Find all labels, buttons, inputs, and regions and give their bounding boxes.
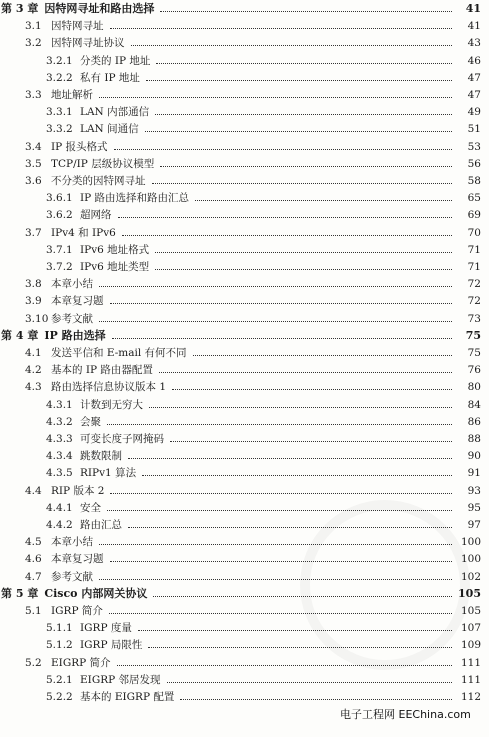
toc-entry-page: 75	[465, 328, 481, 342]
toc-entry-page: 53	[467, 140, 481, 153]
toc-entry-title: 安全	[80, 501, 101, 514]
toc-row-section	[0, 655, 489, 671]
toc-entry-number: 3.2.1	[46, 54, 73, 67]
toc-entry-page: 111	[460, 673, 481, 686]
toc-entry-page: 72	[467, 278, 481, 291]
toc-row-section	[0, 18, 489, 34]
toc-entry-page: 107	[460, 622, 481, 635]
toc-entry-page: 84	[467, 398, 481, 411]
toc-entry-number: 5.2	[25, 656, 42, 669]
toc-entry-number: 4.2	[25, 364, 42, 377]
dot-leader	[148, 646, 452, 648]
toc-entry-number: 5.1.2	[46, 639, 73, 652]
toc-row-sub	[0, 448, 489, 464]
toc-entry-page: 56	[467, 157, 481, 170]
toc-row-chapter	[0, 1, 489, 17]
dot-leader	[118, 216, 453, 218]
toc-entry-number: 3.8	[25, 278, 42, 291]
toc-row-section	[0, 569, 489, 585]
toc-entry-title: 因特网寻址和路由选择	[44, 2, 155, 15]
toc-entry-page: 41	[467, 20, 481, 33]
dot-leader	[149, 406, 452, 408]
toc-entry-title: IPv4 和 IPv6	[51, 226, 116, 239]
toc-entry-page: 71	[467, 261, 481, 273]
toc-entry-title: RIP 版本 2	[51, 484, 105, 497]
toc-row-sub	[0, 620, 489, 636]
toc-entry-title: EIGRP 邻居发现	[80, 673, 161, 686]
toc-row-sub	[0, 672, 489, 688]
toc-entry-number: 4.6	[25, 553, 42, 566]
dot-leader	[172, 388, 452, 390]
dot-leader	[110, 560, 453, 562]
toc-entry-page: 90	[467, 450, 481, 463]
toc-entry-title: RIPv1 算法	[80, 467, 137, 480]
toc-row-sub	[0, 397, 489, 413]
dot-leader	[145, 130, 452, 132]
toc-entry-page: 73	[467, 312, 481, 325]
toc-entry-title: 分类的 IP 地址	[80, 54, 151, 67]
toc-entry-title: 路由选择信息协议版本 1	[51, 381, 167, 394]
toc-entry-page: 58	[467, 175, 481, 187]
dot-leader	[99, 285, 452, 287]
dot-leader	[99, 320, 452, 322]
toc-entry-page: 91	[467, 467, 481, 480]
toc-entry-title: IP 报头格式	[51, 140, 108, 153]
dot-leader	[159, 371, 452, 373]
dot-leader	[110, 27, 453, 29]
toc-entry-title: IGRP 局限性	[80, 639, 143, 652]
toc-entry-page: 109	[460, 639, 481, 652]
toc-entry-number: 3.3	[25, 89, 42, 101]
toc-row-section	[0, 225, 489, 241]
toc-entry-number: 3.4	[25, 140, 42, 153]
toc-entry-number: 3.3.2	[46, 123, 73, 136]
toc-entry-title: TCP/IP 层级协议模型	[51, 157, 155, 170]
toc-entry-page: 95	[467, 501, 481, 514]
dot-leader	[128, 526, 452, 528]
toc-entry-number: 4.3.4	[46, 450, 73, 463]
toc-entry-number: 3.6	[25, 175, 42, 187]
toc-entry-number: 5.2.1	[46, 673, 73, 686]
dot-leader	[107, 423, 452, 425]
toc-entry-page: 93	[467, 484, 481, 497]
dot-leader	[112, 337, 452, 339]
dot-leader	[156, 62, 452, 64]
toc-entry-number: 3.7.2	[46, 261, 73, 273]
dot-leader	[138, 629, 452, 631]
toc-entry-number: 3.2.2	[46, 71, 73, 84]
dot-leader	[128, 457, 452, 459]
dot-leader	[142, 474, 452, 476]
dot-leader	[122, 234, 452, 236]
toc-row-sub	[0, 500, 489, 516]
toc-row-sub	[0, 689, 489, 705]
toc-entry-number: 5.1	[25, 605, 42, 617]
toc-row-section	[0, 35, 489, 51]
toc-row-chapter	[0, 328, 489, 344]
toc-entry-number: 5.2.2	[46, 691, 73, 703]
toc-entry-title: 因特网寻址协议	[51, 37, 125, 50]
dot-leader	[155, 251, 452, 253]
dot-leader	[131, 44, 453, 46]
toc-entry-number: 3.10	[25, 312, 49, 325]
toc-entry-title: IGRP 简介	[51, 605, 103, 617]
toc-entry-title: IGRP 度量	[80, 622, 132, 635]
toc-entry-page: 100	[460, 553, 481, 566]
dot-leader	[167, 681, 452, 683]
toc-entry-page: 71	[467, 243, 481, 256]
dot-leader	[155, 113, 452, 115]
dot-leader	[193, 354, 452, 356]
dot-leader	[109, 612, 452, 614]
toc-entry-page: 76	[467, 364, 481, 377]
dot-leader	[146, 79, 452, 81]
toc-entry-number: 5.1.1	[46, 622, 73, 635]
toc-entry-page: 80	[467, 381, 481, 394]
dot-leader	[180, 698, 452, 700]
toc-row-sub	[0, 70, 489, 86]
toc-entry-page: 69	[467, 209, 481, 222]
dot-leader	[107, 509, 452, 511]
toc-entry-number: 3.7.1	[46, 243, 73, 256]
toc-row-section	[0, 483, 489, 499]
toc-row-sub	[0, 242, 489, 258]
toc-entry-title: IP 路由选择	[44, 328, 106, 342]
toc-entry-page: 100	[460, 536, 481, 549]
dot-leader	[160, 165, 452, 167]
toc-row-sub	[0, 121, 489, 137]
dot-leader	[195, 199, 452, 201]
toc-entry-number: 4.3.3	[46, 433, 73, 445]
toc-row-sub	[0, 637, 489, 653]
toc-row-section	[0, 87, 489, 103]
toc-row-chapter	[0, 586, 489, 602]
dot-leader	[153, 595, 452, 597]
dot-leader	[99, 543, 452, 545]
dot-leader	[99, 578, 452, 580]
toc-row-section	[0, 156, 489, 172]
toc-row-section	[0, 379, 489, 395]
toc-row-sub	[0, 259, 489, 275]
toc-entry-title: 发送平信和 E-mail 有何不同	[51, 347, 187, 359]
toc-entry-number: 3.9	[25, 295, 42, 308]
toc-entry-number: 4.3.2	[46, 415, 73, 428]
toc-entry-number: 4.4.2	[46, 519, 73, 531]
toc-entry-page: 72	[467, 295, 481, 308]
toc-entry-number: 4.3.5	[46, 467, 73, 480]
toc-row-section	[0, 276, 489, 292]
toc-entry-page: 112	[460, 691, 481, 703]
toc-row-section	[0, 139, 489, 155]
toc-entry-title: 路由汇总	[80, 519, 122, 531]
toc-row-sub	[0, 53, 489, 69]
toc-entry-title: IPv6 地址格式	[80, 243, 150, 256]
toc-entry-title: 基本的 IP 路由器配置	[51, 364, 153, 377]
toc-entry-page: 111	[460, 656, 481, 669]
dot-leader	[117, 664, 452, 666]
toc-entry-number: 4.7	[25, 570, 42, 583]
dot-leader	[160, 10, 452, 12]
toc-entry-title: Cisco 内部网关协议	[44, 586, 148, 600]
toc-row-section	[0, 173, 489, 189]
toc-entry-number: 4.1	[25, 347, 42, 359]
toc-entry-page: 46	[467, 54, 481, 67]
toc-row-section	[0, 603, 489, 619]
toc-entry-title: LAN 内部通信	[80, 106, 150, 119]
toc-row-sub	[0, 517, 489, 533]
toc-entry-number: 4.3	[25, 381, 42, 394]
toc-row-section	[0, 551, 489, 567]
toc-entry-title: 本章小结	[51, 536, 93, 549]
dot-leader	[170, 440, 452, 442]
toc-entry-number: 第 4 章	[1, 328, 39, 342]
toc-entry-page: 47	[467, 89, 481, 101]
toc-entry-title: 本章复习题	[51, 553, 104, 566]
toc-entry-title: IPv6 地址类型	[80, 261, 150, 273]
toc-row-section	[0, 345, 489, 361]
toc-entry-page: 102	[460, 570, 481, 583]
toc-row-sub	[0, 431, 489, 447]
toc-entry-number: 3.6.2	[46, 209, 73, 222]
toc-entry-number: 4.4.1	[46, 501, 73, 514]
toc-entry-page: 49	[467, 106, 481, 119]
toc-entry-title: 参考文献	[51, 312, 93, 325]
toc-row-section	[0, 311, 489, 327]
toc-entry-page: 43	[467, 37, 481, 50]
toc-entry-title: 参考文献	[51, 570, 93, 583]
toc-entry-title: 跳数限制	[80, 450, 122, 463]
toc-entry-title: 本章小结	[51, 278, 93, 291]
toc-entry-page: 105	[460, 605, 481, 617]
toc-entry-number: 4.4	[25, 484, 42, 497]
toc-entry-title: 私有 IP 地址	[80, 71, 140, 84]
toc-entry-number: 3.7	[25, 226, 42, 239]
toc-row-section	[0, 362, 489, 378]
toc-entry-title: 计数到无穷大	[80, 398, 143, 411]
dot-leader	[155, 268, 452, 270]
toc-entry-number: 3.2	[25, 37, 42, 50]
dot-leader	[110, 492, 452, 494]
toc-entry-title: 会聚	[80, 415, 101, 428]
toc-entry-title: 因特网寻址	[51, 20, 104, 33]
toc-entry-number: 第 3 章	[1, 2, 39, 15]
dot-leader	[152, 182, 453, 184]
toc-entry-title: 超网络	[80, 209, 112, 222]
toc-row-sub	[0, 465, 489, 481]
toc-entry-number: 3.6.1	[46, 192, 73, 205]
toc-entry-title: 不分类的因特网寻址	[51, 175, 146, 187]
dot-leader	[114, 148, 452, 150]
toc-entry-number: 4.5	[25, 536, 42, 549]
toc-row-section	[0, 293, 489, 309]
toc-row-sub	[0, 414, 489, 430]
toc-entry-number: 3.5	[25, 157, 42, 170]
toc-entry-title: 地址解析	[51, 89, 93, 101]
toc-entry-page: 86	[467, 415, 481, 428]
toc-entry-title: 基本的 EIGRP 配置	[80, 691, 175, 703]
toc-entry-title: EIGRP 简介	[51, 656, 111, 669]
toc-entry-page: 41	[465, 2, 481, 15]
dot-leader	[99, 96, 452, 98]
toc-row-sub	[0, 190, 489, 206]
toc-entry-number: 第 5 章	[1, 586, 39, 600]
toc-entry-page: 65	[467, 192, 481, 205]
toc-entry-page: 51	[467, 123, 481, 136]
toc-row-sub	[0, 207, 489, 223]
toc-entry-page: 70	[467, 226, 481, 239]
toc-entry-page: 47	[467, 71, 481, 84]
toc-entry-title: 本章复习题	[51, 295, 104, 308]
toc-entry-title: 可变长度子网掩码	[80, 433, 164, 445]
toc-entry-page: 97	[467, 519, 481, 531]
toc-entry-number: 3.1	[25, 20, 42, 33]
site-watermark: 电子工程网 EEChina.com	[340, 708, 471, 721]
toc-entry-page: 88	[467, 433, 481, 445]
dot-leader	[110, 302, 453, 304]
toc-entry-title: LAN 间通信	[80, 123, 139, 136]
toc-row-sub	[0, 104, 489, 120]
toc-entry-number: 4.3.1	[46, 398, 73, 411]
toc-entry-title: IP 路由选择和路由汇总	[80, 192, 190, 205]
toc-entry-page: 75	[467, 347, 481, 359]
toc-entry-page: 105	[458, 586, 481, 600]
toc-row-section	[0, 534, 489, 550]
toc-entry-number: 3.3.1	[46, 106, 73, 119]
